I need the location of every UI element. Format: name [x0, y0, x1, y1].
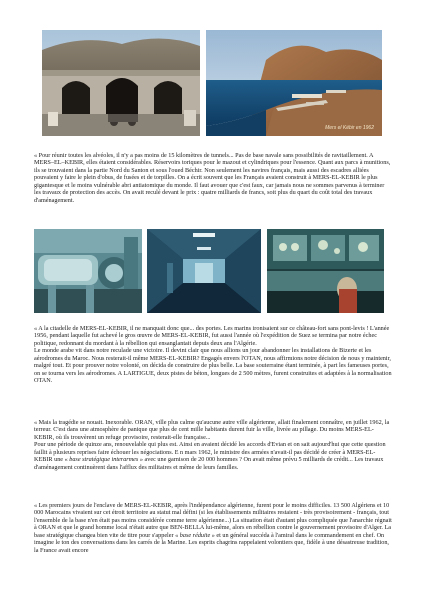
paragraph-2 — [34, 325, 392, 385]
pumps-photo — [34, 229, 142, 313]
paragraph-3b-text — [34, 441, 392, 471]
paragraph-3 — [34, 419, 392, 471]
corridor-photo — [147, 229, 261, 313]
tunnel-photo — [42, 30, 200, 136]
paragraph-1 — [34, 152, 392, 204]
paragraph-3b-emphasis: base stratégique interarmes — [69, 456, 139, 464]
paragraph-4-emphasis: base réduite — [179, 531, 211, 539]
harbour-caption: Mers el Kébir en 1962 — [325, 125, 374, 131]
paragraph-4-post: » et un général succéda à l'amiral dans le commandement en chef. On imagine le ton des conversations dans les carrés de la Marine. Les esprits chagrins rappelaient volontiers que, fidèle à une désastreuse tradition, la France avait encore — [34, 531, 389, 554]
paragraph-4-text — [34, 502, 392, 554]
paragraph-4 — [34, 502, 392, 554]
paragraph-3a-text: « Mais la tragédie se nouait. Inexorable. ORAN, ville plus calme qu'aucune autre ville algérienne, allait finalement connaître, en juillet 1962, la terreur. C'est dans une atmosphère de panique que plus de cent mille habitants durent fuir la ville, livrée au pillage. Du moins MERS-EL-KEBIR, où ils trouvèrent un refuge provisoire, resterait-elle française... — [34, 419, 390, 441]
paragraph-2a-text: « A la citadelle de MERS-EL-KEBIR, il ne manquait donc que... des portes. Les marins ironisaient sur ce château-fort sans pont-levis ! L'année 1956, pendant laquelle fut achevé le gros œuvre de MERS-EL-KEBIR, fut aussi l'année où l'expédition de Suez se termina par notre échec politique, redonnant du mordant à la rébellion qui ensanglantait depuis deux ans l'Algérie. — [34, 325, 390, 347]
paragraph-1-text: « Pour réunir toutes les alvéoles, il n'y a pas moins de 15 kilomètres de tunnels... Pas de base navale sans possibilités de ravitaillement. A MERS–EL–KEBIR, elles étaient considérables. Réservoirs toriques pour le mazout et cylindriques pour l'essence. Quant aux parcs à munitions, ils se trouvaient dans la partie Nord du Santon et sous l'oued Béchir. Non seulement les navires français, mais aussi des escadres alliées pouvaient y faire le plein d'obus, de fusées et de torpilles. On a écrit souvent que les Français avaient construit à MERS-EL-KEBIR le plus gigantesque et le moins vulnérable abri antiatomique du monde. Il faut avouer que c'est faux, car jamais nous ne sommes parvenus à terminer les travaux de protection des accès. On avait reculé devant le prix : quatre milliards de francs, soit plus du quart du coût total des travaux d'aménagement. — [34, 152, 391, 204]
paragraph-4-pre: « Les premiers jours de l'enclave de MERS-EL-KEBIR, après l'indépendance algérienne, furent pour le moins difficiles. 13 500 Algériens et 10 000 Marocains vivaient sur cet étroit territoire au statut mal défini (si les établissements militaires restaient - très provisoirement - français, tout l'ensemble de la base n'en était pas moins considérée comme terre algérienne...) La situation était d'autant plus compliquée que l'anarchie régnait à ORAN et que le grand homme local n'était autre que BEN-BELLA lui-même, alors en rébellion contre le gouvernement provisoire d'Alger. La base stratégique changea bien vite de titre pour s'appeler « — [34, 502, 392, 539]
paragraph-2b-text: Le monde arabe vit dans notre reculade une victoire. Il devint clair que nous allions un jour abandonner les installations de Bizerte et les aérodromes du Maroc. Nous resterait-il même MERS-EL-KEBIR? Engagés envers l'OTAN, nous affirmions notre décision de nous y maintenir, malgré tout. Et pour prouver notre volonté, on décida de construire de plus belle. La base souterraine étant terminée, à part les fameuses portes, on se tourna vers les aérodromes. A LARTIGUE, deux pistes de béton, longues de 2 500 mètres, furent construites et adaptées à la normalisation OTAN. — [34, 347, 392, 385]
paragraph-3b-post: » avec une garnison de 20 000 hommes ? On avait même prévu 5 milliards de crédit... Les travaux d'aménagement continuèrent dans l'afflux des militaires et même de leurs familles. — [34, 456, 384, 471]
paragraph-3b-pre: Pour une période de quinze ans, renouvelable qui plus est. Ainsi en avaient décidé les accords d'Evian et on sait aujourd'hui que cette question faillit à plusieurs reprises faire échouer les négociations. E n mars 1962, le ministre des armées n'avait-il pas décidé de créer à MERS-EL-KEBIR une « — [34, 441, 386, 464]
control-room-photo — [267, 229, 384, 313]
harbour-photo — [206, 30, 382, 136]
